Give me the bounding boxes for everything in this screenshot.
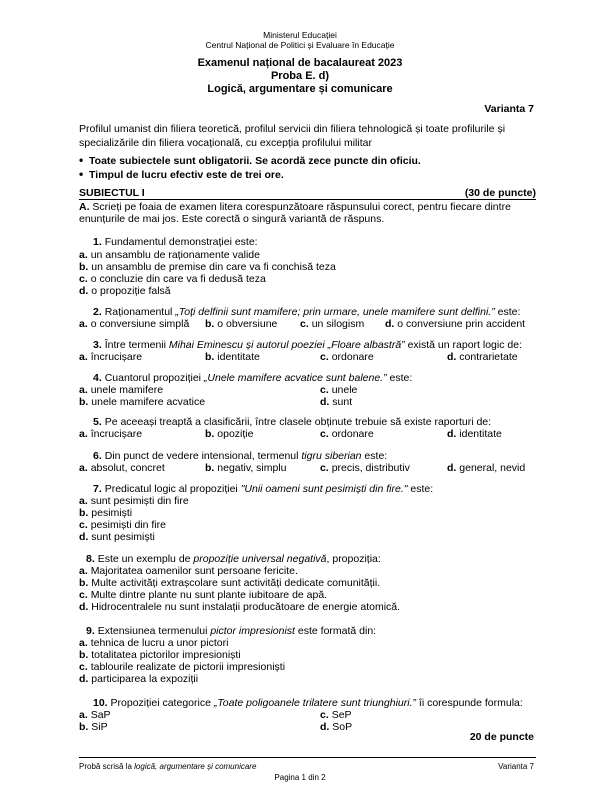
- q1-option-d: d. o propoziție falsă: [79, 285, 171, 297]
- total-points: 20 de puncte: [469, 731, 534, 743]
- q4-stem: 4. Cuantorul propoziției „Unele mamifere acvatice sunt balene.” este:: [93, 372, 413, 384]
- q9-option-b: b. totalitatea pictorilor impresioniști: [79, 649, 241, 661]
- q9-option-c: c. tablourile realizate de pictorii impresioniști: [79, 661, 286, 673]
- q8-option-d: d. Hidrocentralele nu sunt instalații producătoare de energie atomică.: [79, 601, 401, 613]
- q1-option-c: c. o concluzie din care va fi dedusă teza: [79, 273, 266, 285]
- q3-option-a: a. încrucișare: [79, 351, 143, 363]
- q6-stem: 6. Din punct de vedere intensional, termenul tigru siberian este:: [93, 450, 388, 462]
- ministry-header: Ministerul Educației: [263, 30, 337, 40]
- q6-option-a: a. absolut, concret: [79, 462, 165, 474]
- q2-stem: 2. Raționamentul „Toți delfinii sunt mamifere; prin urmare, unele mamifere sunt delfini.” este:: [93, 306, 521, 318]
- q10-option-a: a. SaP: [79, 709, 111, 721]
- q10-option-d: d. SoP: [320, 721, 353, 733]
- q9-option-a: a. tehnica de lucru a unor pictori: [79, 637, 229, 649]
- subject-points: (30 de puncte): [464, 187, 536, 199]
- q7-option-d: d. sunt pesimiști: [79, 531, 155, 543]
- q10-option-b: b. SiP: [79, 721, 108, 733]
- profile-line-1: Profilul umanist din filiera teoretică, profilul servicii din filiera tehnologică și toate profilurile și: [79, 123, 506, 135]
- q9-option-d: d. participarea la expoziții: [79, 673, 199, 685]
- footer-left: Probă scrisă la logică, argumentare și comunicare: [79, 762, 257, 771]
- q8-option-a: a. Majoritatea oamenilor sunt persoane fericite.: [79, 565, 298, 577]
- q1-option-a: a. un ansamblu de raționamente valide: [79, 249, 260, 261]
- q2-option-b: b. o obversiune: [205, 318, 278, 330]
- q6-option-d: d. general, nevid: [447, 462, 526, 474]
- q10-stem: 10. Propoziției categorice „Toate poligoanele trilatere sunt triunghiuri.” îi corespunde formula:: [93, 697, 523, 709]
- q1-option-b: b. un ansamblu de premise din care va fi conchisă teza: [79, 261, 336, 273]
- q5-option-b: b. opoziție: [205, 428, 254, 440]
- q3-option-c: c. ordonare: [320, 351, 374, 363]
- q8-option-c: c. Multe dintre plante nu sunt plante iubitoare de apă.: [79, 589, 328, 601]
- bullet-icon: •: [79, 153, 84, 167]
- q10-option-c: c. SeP: [320, 709, 352, 721]
- q8-option-b: b. Multe activități extrașcolare sunt activități dedicate comunității.: [79, 577, 381, 589]
- q2-option-c: c. un silogism: [300, 318, 365, 330]
- q3-option-b: b. identitate: [205, 351, 260, 363]
- q7-option-c: c. pesimiști din fire: [79, 519, 166, 531]
- q3-option-d: d. contrarietate: [447, 351, 518, 363]
- q9-stem: 9. Extensiunea termenului pictor impresionist este formată din:: [86, 625, 377, 637]
- q4-option-d: d. sunt: [320, 396, 353, 408]
- profile-line-2: specializările din filiera vocațională, cu excepția profilului militar: [79, 137, 372, 149]
- q1-stem: 1. Fundamentul demonstrației este:: [93, 236, 258, 248]
- q5-option-d: d. identitate: [447, 428, 502, 440]
- q7-stem: 7. Predicatul logic al propoziției "Unii oameni sunt pesimiști din fire." este:: [93, 483, 434, 495]
- subject-heading: [79, 187, 536, 200]
- variant-label: Varianta 7: [484, 103, 534, 115]
- instruction-line-1: A. Scrieți pe foaia de examen litera corespunzătoare răspunsului corect, pentru fiecare dintre: [79, 201, 511, 213]
- q5-option-c: c. ordonare: [320, 428, 374, 440]
- exam-title: Examenul național de bacalaureat 2023: [197, 57, 403, 69]
- exam-proba: Proba E. d): [270, 70, 330, 82]
- center-header: Centrul Național de Politici și Evaluare în Educație: [205, 40, 395, 50]
- q8-stem: 8. Este un exemplu de propoziție universal negativă, propoziția:: [86, 553, 381, 565]
- footer-variant: Varianta 7: [498, 762, 534, 771]
- instruction-line-2: enunțurile de mai jos. Este corectă o singură variantă de răspuns.: [79, 213, 385, 225]
- q7-option-b: b. pesimiști: [79, 507, 133, 519]
- q7-option-a: a. sunt pesimiști din fire: [79, 495, 189, 507]
- q5-stem: 5. Pe aceeași treaptă a clasificării, între clasele obținute trebuie să existe raporturi de:: [93, 416, 492, 428]
- bullet-1: • Toate subiectele sunt obligatorii. Se acordă zece puncte din oficiu.: [79, 153, 421, 167]
- q4-option-a: a. unele mamifere: [79, 384, 164, 396]
- q2-option-a: a. o conversiune simplă: [79, 318, 190, 330]
- q3-stem: 3. Între termenii Mihai Eminescu și autorul poeziei „Floare albastră” există un raport logic de:: [93, 339, 522, 351]
- q4-option-c: c. unele: [320, 384, 358, 396]
- bullet-icon: •: [79, 167, 84, 181]
- q5-option-a: a. încrucișare: [79, 428, 143, 440]
- q6-option-c: c. precis, distributiv: [320, 462, 410, 474]
- bullet-2: • Timpul de lucru efectiv este de trei ore.: [79, 167, 284, 181]
- q2-option-d: d. o conversiune prin accident: [385, 318, 526, 330]
- subject-title: SUBIECTUL I: [79, 187, 145, 199]
- footer-page: Pagina 1 din 2: [274, 773, 326, 782]
- q4-option-b: b. unele mamifere acvatice: [79, 396, 206, 408]
- exam-subject: Logică, argumentare și comunicare: [207, 83, 393, 95]
- footer-divider: [79, 757, 536, 758]
- q6-option-b: b. negativ, simplu: [205, 462, 287, 474]
